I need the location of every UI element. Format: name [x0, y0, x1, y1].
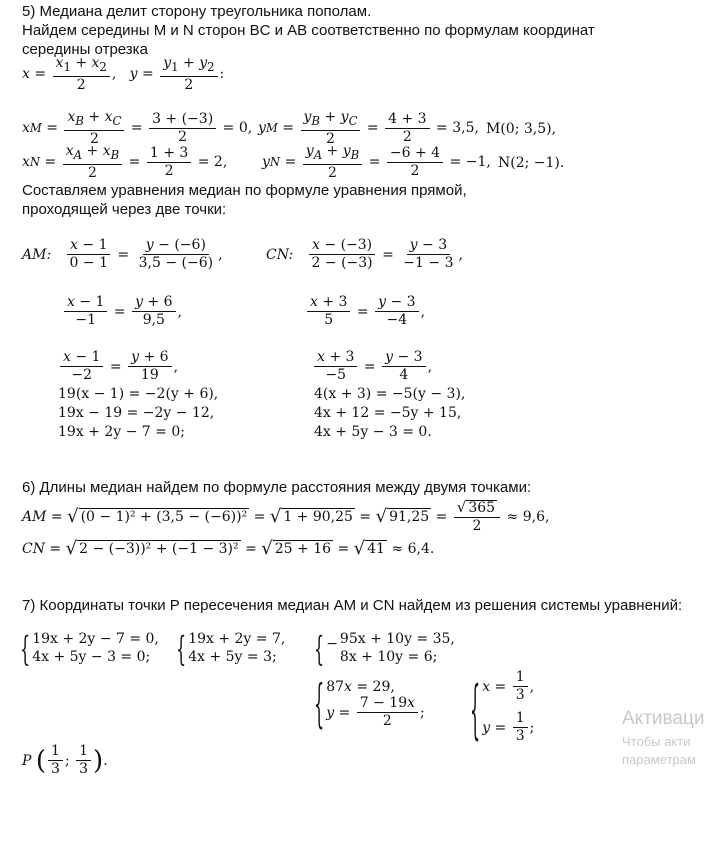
watermark-line-1: Чтобы акти [622, 734, 691, 749]
point-N: N(2; −1). [498, 155, 565, 171]
AM-eq-3: $\frac{x - 1}{-2}$ = $\frac{y + 6}{19}$ , [58, 350, 178, 383]
watermark-line-2: параметрам [622, 752, 696, 767]
heading-5: 5) Медиана делит сторону треугольника пополам. [22, 3, 372, 20]
system-5: { x = $\frac{1}{3}$ , y = $\frac{1}{3}$ ; [470, 669, 535, 745]
CN-lin-2: 4x + 12 = −5y + 15, [314, 405, 462, 421]
system-3-line-2: 8x + 10y = 6; [339, 649, 438, 665]
intro-line-3: середины отрезка [22, 41, 148, 58]
watermark-title: Активаци [622, 708, 705, 729]
median-text-2: проходящей через две точки: [22, 201, 227, 218]
system-3: { − 95x + 10y = 35, 8x + 10y = 6; [314, 628, 455, 668]
CN-lin-3: 4x + 5y − 3 = 0. [314, 424, 432, 440]
CN-eq-1: CN: $\frac{x - (-3)}{2 - (-3)}$ = $\frac{y - 3}{-1 - 3}$ , [266, 237, 463, 271]
heading-6: 6) Длины медиан найдем по формуле расстояния между двумя точками: [22, 479, 532, 496]
AM-eq-1: AM: $\frac{x - 1}{0 - 1}$ = $\frac{y - (-6)}{3,5 - (-6)}$ , [22, 237, 223, 271]
AM-length: AM = √ (0 − 1)² + (3,5 − (−6))² = √ 1 + 90,25 = √ 91,25 = √ 365 2 ≈ 9,6, [22, 498, 550, 534]
point-M: M(0; 3,5), [486, 121, 557, 137]
AM-lin-1: 19(x − 1) = −2(y + 6), [58, 386, 219, 402]
row-yM: y M = $\frac{y_B + y_C}{2}$ = $\frac{4 + 3}{2}$ = 3,5, [258, 109, 479, 147]
row-xM: x M = $\frac{x_B + x_C}{2}$ = $\frac{3 + (-3)}{2}$ = 0, [22, 109, 253, 147]
row-xN: x N = $\frac{x_A + x_B}{2}$ = $\frac{1 + 3}{2}$ = 2, [22, 143, 228, 181]
system-4-line-2: y = $\frac{7 - 19x}{2}$ ; [326, 695, 425, 729]
system-2-line-1: 19x + 2y = 7, [188, 631, 286, 647]
median-text-1: Составляем уравнения медиан по формуле уравнения прямой, [22, 182, 467, 199]
AM-lin-2: 19x − 19 = −2y − 12, [58, 405, 215, 421]
system-4: { 87 x = 29, y = $\frac{7 - 19x}{2}$ ; [314, 673, 425, 734]
CN-lin-1: 4(x + 3) = −5(y − 3), [314, 386, 466, 402]
AM-lin-3: 19x + 2y − 7 = 0; [58, 424, 185, 440]
heading-7: 7) Координаты точки P пересечения медиан AM и CN найдем из решения системы уравнений: [22, 597, 683, 614]
intro-line-2: Найдем середины M и N сторон BC и AB соответственно по формулам координат [22, 22, 595, 39]
CN-eq-3: $\frac{x + 3}{-5}$ = $\frac{y - 3}{4}$ , [312, 350, 432, 383]
AM-eq-2: $\frac{x - 1}{-1}$ = $\frac{y + 6}{9,5}$ , [62, 295, 182, 328]
system-2: { 19x + 2y = 7, 4x + 5y = 3; [176, 628, 286, 668]
formula-x: x = $\frac{x_1 + x_2}{2}$ , y = $\frac{y_1 + y_2}{2}$ : [22, 55, 225, 93]
row-yN: y N = $\frac{y_A + y_B}{2}$ = $\frac{-6 + 4}{2}$ = −1, [262, 143, 491, 181]
AM-label: AM: [22, 246, 52, 263]
system-1-line-1: 19x + 2y − 7 = 0, [32, 631, 159, 647]
system-1-line-2: 4x + 5y − 3 = 0; [32, 649, 151, 665]
system-5-line-1: x = $\frac{1}{3}$ , [482, 669, 535, 703]
system-2-line-2: 4x + 5y = 3; [188, 649, 277, 665]
system-4-line-1: 87 x = 29, [326, 679, 395, 695]
CN-eq-2: $\frac{x + 3}{5}$ = $\frac{y - 3}{-4}$ , [305, 295, 425, 328]
CN-length: CN = √ 2 − (−3))² + (−1 − 3)² = √ 25 + 16 = √ 41 ≈ 6,4. [22, 538, 435, 559]
answer-P: P ( $\frac{1}{3}$ ; $\frac{1}{3}$ ) . [22, 743, 108, 777]
system-5-line-2: y = $\frac{1}{3}$ ; [482, 710, 535, 744]
CN-label: CN: [266, 246, 294, 263]
system-1: { 19x + 2y − 7 = 0, 4x + 5y − 3 = 0; [20, 628, 159, 668]
system-3-line-1: 95x + 10y = 35, [339, 631, 455, 647]
